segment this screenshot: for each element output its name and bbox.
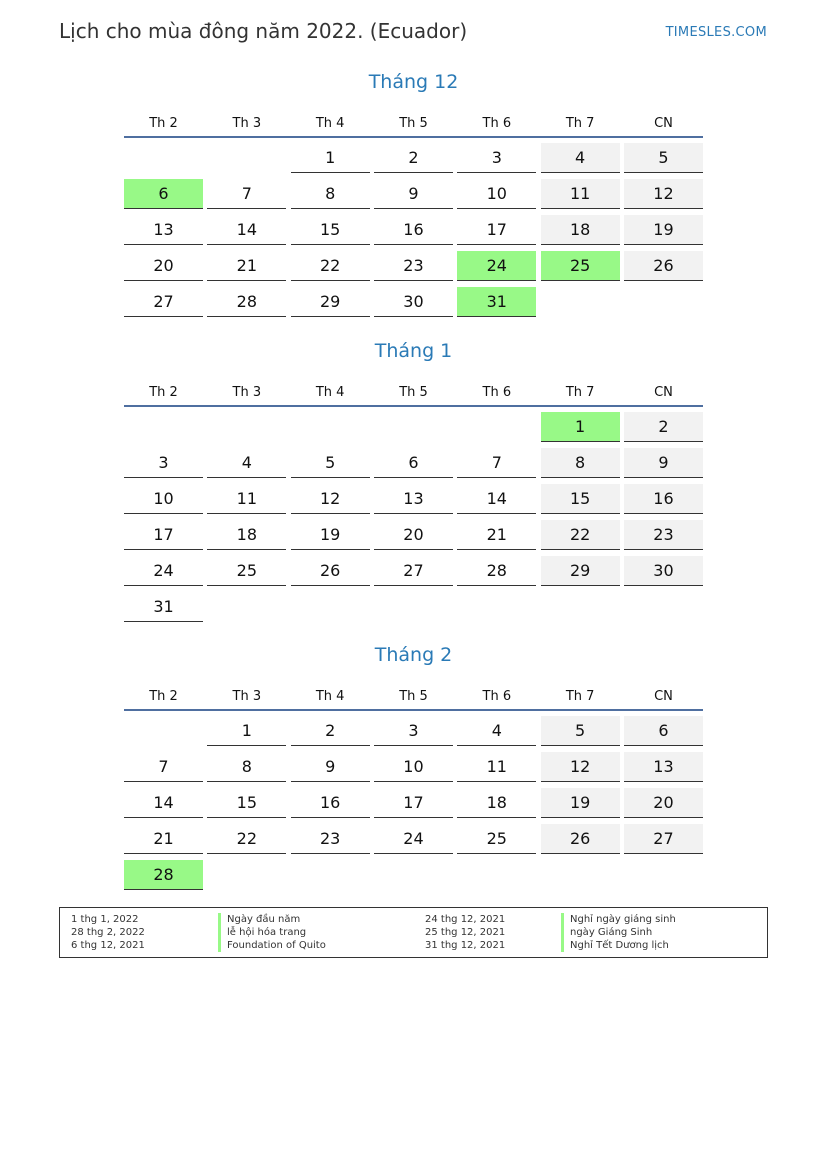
weekday-label: Th 3 <box>232 689 262 704</box>
holiday-day-cell: 1 <box>541 412 620 442</box>
day-cell: 15 <box>541 484 620 514</box>
day-grid <box>124 716 703 891</box>
day-cell: 7 <box>207 179 286 209</box>
day-cell: 22 <box>291 251 370 281</box>
day-cell: 5 <box>291 448 370 478</box>
day-cell: 4 <box>457 716 536 746</box>
day-cell: 1 <box>207 716 286 746</box>
day-cell: 26 <box>541 824 620 854</box>
day-cell: 6 <box>624 716 703 746</box>
legend-date: 31 thg 12, 2021 <box>425 940 506 951</box>
empty-day-cell <box>124 716 203 745</box>
weekday-label: Th 4 <box>315 116 345 131</box>
day-cell: 4 <box>541 143 620 173</box>
day-cell: 22 <box>541 520 620 550</box>
day-cell: 14 <box>124 788 203 818</box>
month-calendar <box>124 337 703 623</box>
weekday-label: Th 5 <box>399 689 428 704</box>
day-grid <box>124 143 703 318</box>
day-cell: 19 <box>541 788 620 818</box>
legend-names-right <box>561 913 676 952</box>
weekday-label: CN <box>654 689 673 704</box>
day-cell: 19 <box>624 215 703 245</box>
legend-holiday-name: Nghỉ ngày giáng sinh <box>561 913 676 926</box>
month-title: Tháng 2 <box>374 644 453 666</box>
weekday-label: CN <box>654 385 673 400</box>
legend-dates-right <box>425 913 505 952</box>
day-cell: 19 <box>291 520 370 550</box>
day-cell: 12 <box>541 752 620 782</box>
day-cell: 14 <box>207 215 286 245</box>
day-cell: 1 <box>291 143 370 173</box>
month-calendar <box>124 68 703 318</box>
holiday-day-cell: 24 <box>457 251 536 281</box>
day-cell: 9 <box>624 448 703 478</box>
day-cell: 20 <box>124 251 203 281</box>
empty-day-cell <box>457 412 536 441</box>
day-cell: 25 <box>207 556 286 586</box>
holiday-day-cell: 25 <box>541 251 620 281</box>
weekday-header-row <box>124 381 703 407</box>
site-logo-link[interactable]: TIMESLES.COM <box>665 25 767 40</box>
day-cell: 13 <box>624 752 703 782</box>
weekday-label: Th 6 <box>482 116 512 131</box>
day-cell: 28 <box>207 287 286 317</box>
empty-day-cell <box>291 412 370 441</box>
day-cell: 29 <box>541 556 620 586</box>
day-cell: 22 <box>207 824 286 854</box>
day-cell: 16 <box>291 788 370 818</box>
day-cell: 23 <box>374 251 453 281</box>
day-cell: 2 <box>624 412 703 442</box>
day-cell: 17 <box>374 788 453 818</box>
weekday-label: Th 3 <box>232 385 262 400</box>
weekday-label: CN <box>654 116 673 131</box>
day-cell: 2 <box>291 716 370 746</box>
day-cell: 12 <box>624 179 703 209</box>
day-cell: 21 <box>207 251 286 281</box>
day-cell: 21 <box>457 520 536 550</box>
day-cell: 27 <box>374 556 453 586</box>
day-cell: 31 <box>124 592 203 622</box>
weekday-label: Th 6 <box>482 689 512 704</box>
day-cell: 3 <box>374 716 453 746</box>
day-cell: 18 <box>207 520 286 550</box>
day-cell: 21 <box>124 824 203 854</box>
day-cell: 5 <box>624 143 703 173</box>
day-cell: 28 <box>457 556 536 586</box>
day-cell: 11 <box>541 179 620 209</box>
day-cell: 10 <box>457 179 536 209</box>
day-cell: 20 <box>374 520 453 550</box>
day-cell: 29 <box>291 287 370 317</box>
day-grid <box>124 412 703 623</box>
day-cell: 11 <box>457 752 536 782</box>
day-cell: 17 <box>124 520 203 550</box>
legend-date: 25 thg 12, 2021 <box>425 927 506 938</box>
holiday-day-cell: 28 <box>124 860 203 890</box>
legend-date: 28 thg 2, 2022 <box>71 927 145 938</box>
legend-holiday-name: Nghỉ Tết Dương lịch <box>561 939 676 952</box>
day-cell: 15 <box>207 788 286 818</box>
legend-date: 1 thg 1, 2022 <box>71 914 139 925</box>
day-cell: 10 <box>374 752 453 782</box>
day-cell: 25 <box>457 824 536 854</box>
day-cell: 24 <box>374 824 453 854</box>
day-cell: 3 <box>124 448 203 478</box>
holiday-legend <box>59 907 768 958</box>
weekday-label: Th 4 <box>315 689 345 704</box>
day-cell: 26 <box>291 556 370 586</box>
month-title: Tháng 1 <box>374 340 453 362</box>
day-cell: 20 <box>624 788 703 818</box>
day-cell: 8 <box>291 179 370 209</box>
day-cell: 27 <box>624 824 703 854</box>
legend-holiday-name: Foundation of Quito <box>218 939 326 952</box>
holiday-day-cell: 31 <box>457 287 536 317</box>
day-cell: 3 <box>457 143 536 173</box>
weekday-label: Th 2 <box>149 385 178 400</box>
legend-holiday-name: lễ hội hóa trang <box>218 926 326 939</box>
day-cell: 14 <box>457 484 536 514</box>
day-cell: 12 <box>291 484 370 514</box>
day-cell: 4 <box>207 448 286 478</box>
day-cell: 27 <box>124 287 203 317</box>
holiday-day-cell: 6 <box>124 179 203 209</box>
day-cell: 16 <box>624 484 703 514</box>
page-title: Lịch cho mùa đông năm 2022. (Ecuador) <box>59 19 468 43</box>
day-cell: 16 <box>374 215 453 245</box>
weekday-header-row <box>124 685 703 711</box>
weekday-label: Th 3 <box>232 116 262 131</box>
day-cell: 9 <box>291 752 370 782</box>
legend-date: 24 thg 12, 2021 <box>425 914 506 925</box>
empty-day-cell <box>207 412 286 441</box>
day-cell: 30 <box>624 556 703 586</box>
legend-dates-left <box>71 913 145 952</box>
weekday-label: Th 5 <box>399 385 428 400</box>
day-cell: 18 <box>457 788 536 818</box>
weekday-label: Th 7 <box>565 689 595 704</box>
day-cell: 10 <box>124 484 203 514</box>
day-cell: 15 <box>291 215 370 245</box>
day-cell: 13 <box>124 215 203 245</box>
day-cell: 5 <box>541 716 620 746</box>
legend-holiday-name: Ngày đầu năm <box>218 913 326 926</box>
empty-day-cell <box>124 412 203 441</box>
day-cell: 13 <box>374 484 453 514</box>
weekday-label: Th 5 <box>399 116 428 131</box>
weekday-label: Th 2 <box>149 116 178 131</box>
weekday-header-row <box>124 112 703 138</box>
weekday-label: Th 2 <box>149 689 178 704</box>
day-cell: 24 <box>124 556 203 586</box>
month-title: Tháng 12 <box>368 71 459 93</box>
legend-holiday-name: ngày Giáng Sinh <box>561 926 676 939</box>
day-cell: 23 <box>624 520 703 550</box>
day-cell: 23 <box>291 824 370 854</box>
weekday-label: Th 7 <box>565 385 595 400</box>
day-cell: 7 <box>457 448 536 478</box>
empty-day-cell <box>207 143 286 172</box>
day-cell: 17 <box>457 215 536 245</box>
day-cell: 18 <box>541 215 620 245</box>
day-cell: 30 <box>374 287 453 317</box>
day-cell: 26 <box>624 251 703 281</box>
weekday-label: Th 4 <box>315 385 345 400</box>
day-cell: 6 <box>374 448 453 478</box>
day-cell: 8 <box>207 752 286 782</box>
empty-day-cell <box>124 143 203 172</box>
day-cell: 8 <box>541 448 620 478</box>
day-cell: 7 <box>124 752 203 782</box>
weekday-label: Th 6 <box>482 385 512 400</box>
day-cell: 2 <box>374 143 453 173</box>
legend-date: 6 thg 12, 2021 <box>71 940 145 951</box>
day-cell: 11 <box>207 484 286 514</box>
month-calendar <box>124 641 703 891</box>
empty-day-cell <box>374 412 453 441</box>
weekday-label: Th 7 <box>565 116 595 131</box>
day-cell: 9 <box>374 179 453 209</box>
legend-names-left <box>218 913 326 952</box>
